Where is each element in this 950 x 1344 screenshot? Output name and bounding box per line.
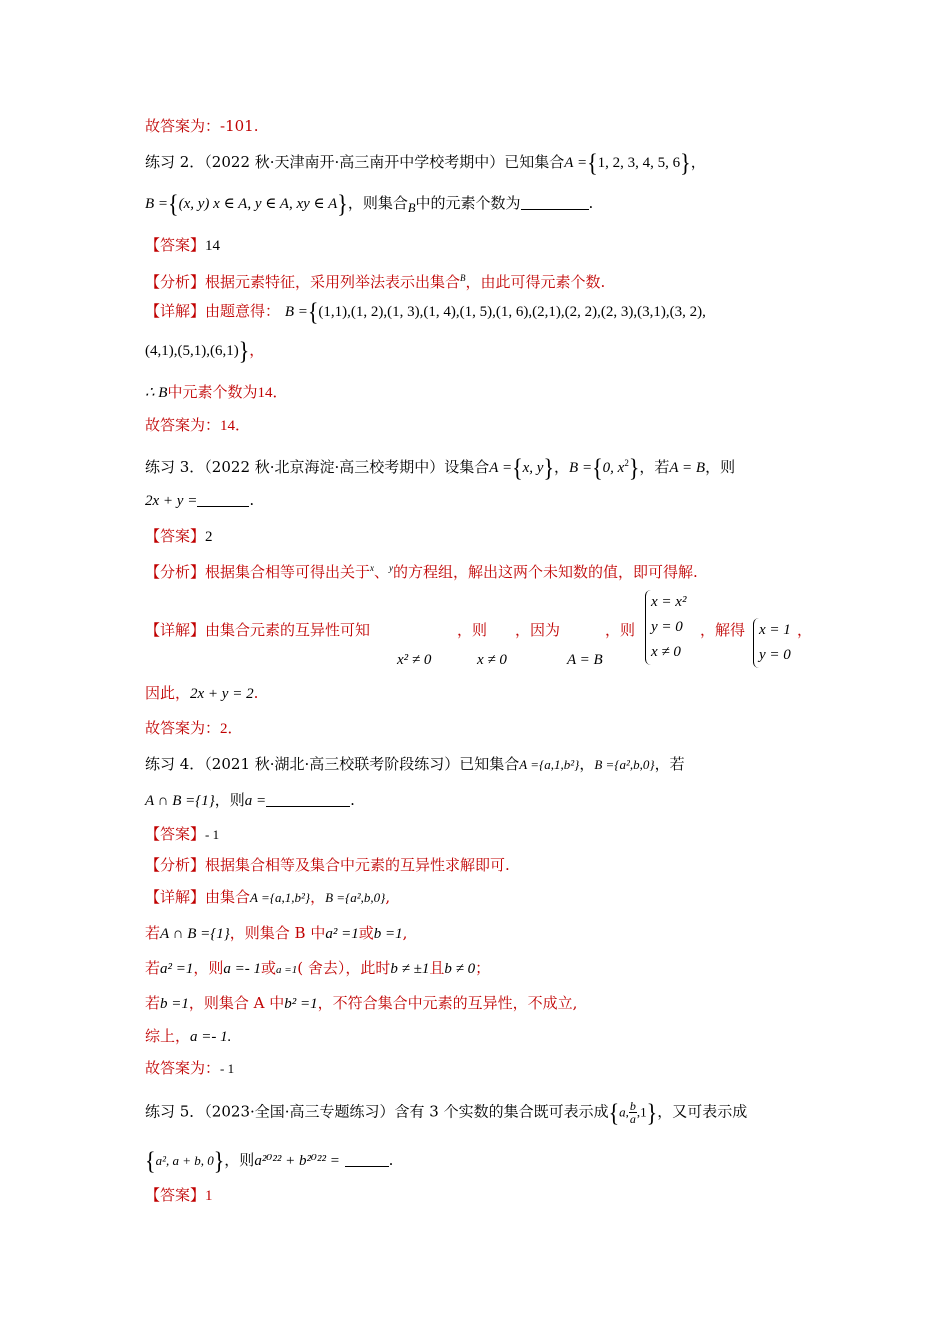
answer-line-ex1: 故答案为：-101. [145,117,259,135]
ex5-answer: 【答案】1 [145,1186,213,1204]
ex4-final: 故答案为：- 1 [145,1059,235,1077]
ex3-expr: 2x + y = . [145,491,255,509]
ex3-final: 故答案为：2． [145,719,243,737]
ex2-final: 故答案为：14． [145,416,251,434]
answer-blank [521,195,589,210]
equation-system-2: x = 1 y = 0 [753,618,791,668]
ex3-title: 练习 3．（2022 秋·北京海淀·高三校考期中）设集合A ={x, y}，B ={0, $x^2$}，若A = B，则 [145,453,736,482]
ex5-title: 练习 5．（2023·全国·高三专题练习）含有 3 个实数的集合既可表示成{a, $\frac{b}{a}$ ,1}，又可表示成 [145,1097,748,1127]
ex2-count: ∴ B中元素个数为14． [145,383,288,401]
ex2-setB: B ={(x, y) x ∈ A, y ∈ A, xy ∈ A}，则集合$_B$中的元素个数为 . [145,189,594,218]
ex2-analysis: 【分析】根据元素特征，采用列举法表示出集合$^B$，由此可得元素个数. [145,273,606,291]
ex4-sum: 综上，a =- 1. [145,1027,232,1045]
ex5-set2: {a², a + b, 0}，则a²⁰²² + b²⁰²² = . [145,1146,394,1175]
ex4-detail: 【详解】由集合A ={a,1,b²}，B ={a²,b,0}, [145,888,391,906]
ex4-r2: 若a² =1，则a =- 1或a =1( 舍去），此时b ≠ ±1且b ≠ 0； [145,959,491,977]
ex4-r3: 若b =1，则集合 A 中b² =1，不符合集合中元素的互异性，不成立, [145,994,578,1012]
ex4-cap: A ∩ B ={1}，则a = . [145,791,355,809]
ex2-title: 练习 2．（2022 秋·天津南开·高三南开中学校考期中）已知集合A ={1, 2, 3, 4, 5, 6}， [145,148,706,177]
ex2-detail: 【详解】由题意得： B ={(1,1),(1, 2),(1, 3),(1, 4),(1, 5),(1, 6),(2,1),(2, 2),(2, 3),(3,1),(3, 2), [145,297,706,326]
ex4-r1: 若A ∩ B ={1}，则集合 B 中a² =1或b =1, [145,924,408,942]
equation-system-1: x = x² y = 0 x ≠ 0 [645,590,686,665]
ex3-answer: 【答案】2 [145,527,213,545]
ex4-analysis: 【分析】根据集合相等及集合中元素的互异性求解即可. [145,856,510,874]
ex3-analysis: 【分析】根据集合相等可得出关于$^x$、$^y$的方程组，解出这两个未知数的值，即可得解. [145,563,698,581]
ex3-so: 因此，2x + y = 2. [145,684,259,702]
ex2-answer: 【答案】14 [145,236,221,254]
ex4-title: 练习 4．（2021 秋·湖北·高三校联考阶段练习）已知集合A ={a,1,b²}，B ={a²,b,0}，若 [145,755,685,773]
ex2-detail-cont: (4,1),(5,1),(6,1)}， [145,336,265,365]
ex4-answer: 【答案】- 1 [145,825,220,843]
